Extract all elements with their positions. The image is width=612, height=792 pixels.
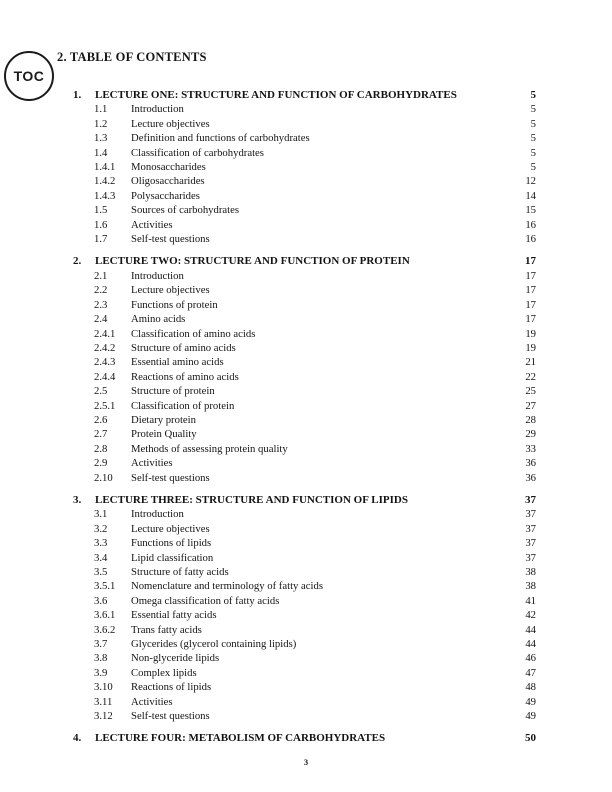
section-number: 2. bbox=[73, 255, 82, 268]
entry-page: 5 bbox=[530, 146, 536, 159]
section-items bbox=[73, 507, 536, 723]
entry-page: 41 bbox=[525, 594, 536, 607]
entry-number: 2.9 bbox=[94, 457, 108, 470]
entry-title: Definition and functions of carbohydrates bbox=[131, 132, 310, 145]
entry-number: 2.10 bbox=[94, 471, 113, 484]
entry-number: 1.4 bbox=[94, 146, 108, 159]
entry-title: Classification of protein bbox=[131, 399, 235, 412]
toc-entry bbox=[73, 651, 536, 665]
entry-title: Trans fatty acids bbox=[131, 623, 202, 636]
entry-title: Activities bbox=[131, 695, 173, 708]
toc-entry bbox=[73, 579, 536, 593]
entry-title: Lecture objectives bbox=[131, 117, 210, 130]
toc-stamp bbox=[4, 51, 54, 101]
toc-entry bbox=[73, 536, 536, 550]
section-title: LECTURE THREE: STRUCTURE AND FUNCTION OF LIPIDS bbox=[95, 493, 408, 506]
entry-page: 16 bbox=[525, 233, 536, 246]
entry-page: 17 bbox=[525, 298, 536, 311]
toc-section bbox=[73, 493, 536, 724]
entry-number: 1.4.3 bbox=[94, 189, 116, 202]
entry-title: Lecture objectives bbox=[131, 284, 210, 297]
section-page: 17 bbox=[525, 255, 536, 268]
toc-entry bbox=[73, 203, 536, 217]
entry-number: 3.1 bbox=[94, 508, 108, 521]
section-page: 37 bbox=[525, 493, 536, 506]
entry-title: Functions of lipids bbox=[131, 537, 212, 550]
toc-section bbox=[73, 254, 536, 485]
entry-title: Essential fatty acids bbox=[131, 609, 217, 622]
toc-entry bbox=[73, 551, 536, 565]
entry-page: 37 bbox=[525, 551, 536, 564]
entry-title: Dietary protein bbox=[131, 413, 196, 426]
section-items bbox=[73, 102, 536, 246]
entry-title: Classification of amino acids bbox=[131, 327, 256, 340]
toc-entry bbox=[73, 341, 536, 355]
entry-title: Protein Quality bbox=[131, 428, 197, 441]
section-number: 3. bbox=[73, 493, 82, 506]
entry-number: 3.4 bbox=[94, 551, 108, 564]
entry-title: Sources of carbohydrates bbox=[131, 204, 240, 217]
entry-title: Polysaccharides bbox=[131, 189, 200, 202]
entry-number: 2.8 bbox=[94, 442, 108, 455]
toc-entry bbox=[73, 298, 536, 312]
entry-title: Self-test questions bbox=[131, 471, 210, 484]
entry-page: 19 bbox=[525, 327, 536, 340]
entry-page: 15 bbox=[525, 204, 536, 217]
toc-stamp-label: TOC bbox=[13, 68, 45, 84]
entry-page: 19 bbox=[525, 341, 536, 354]
section-title: LECTURE ONE: STRUCTURE AND FUNCTION OF CARBOHYDRATES bbox=[95, 89, 457, 101]
entry-page: 49 bbox=[525, 710, 536, 723]
entry-title: Classification of carbohydrates bbox=[131, 146, 264, 159]
folio-page-number: 3 bbox=[303, 757, 309, 767]
toc-entry bbox=[73, 146, 536, 160]
entry-title: Glycerides (glycerol containing lipids) bbox=[131, 638, 297, 651]
entry-page: 28 bbox=[525, 413, 536, 426]
toc-entry bbox=[73, 384, 536, 398]
toc-section-heading bbox=[73, 254, 536, 268]
toc-entry bbox=[73, 327, 536, 341]
entry-number: 3.5.1 bbox=[94, 580, 116, 593]
entry-title: Nomenclature and terminology of fatty acids bbox=[131, 580, 324, 593]
entry-number: 1.2 bbox=[94, 117, 108, 130]
entry-number: 2.4.4 bbox=[94, 370, 116, 383]
toc-section-heading bbox=[73, 493, 536, 507]
entry-title: Self-test questions bbox=[131, 233, 210, 246]
toc-entry bbox=[73, 189, 536, 203]
entry-title: Essential amino acids bbox=[131, 356, 224, 369]
section-number: 4. bbox=[73, 732, 82, 745]
toc-entry bbox=[73, 522, 536, 536]
entry-number: 2.1 bbox=[94, 269, 108, 282]
entry-page: 29 bbox=[525, 428, 536, 441]
entry-page: 25 bbox=[525, 385, 536, 398]
entry-number: 2.4.1 bbox=[94, 327, 116, 340]
entry-number: 1.6 bbox=[94, 218, 108, 231]
page-title: 2. TABLE OF CONTENTS bbox=[57, 50, 207, 64]
toc-section bbox=[73, 88, 536, 246]
entry-page: 21 bbox=[525, 356, 536, 369]
entry-number: 1.3 bbox=[94, 132, 108, 145]
entry-title: Activities bbox=[131, 457, 173, 470]
entry-number: 3.6 bbox=[94, 594, 108, 607]
entry-number: 2.2 bbox=[94, 284, 108, 297]
entry-title: Lecture objectives bbox=[131, 522, 210, 535]
entry-page: 46 bbox=[525, 652, 536, 665]
entry-page: 5 bbox=[530, 103, 536, 116]
entry-number: 3.12 bbox=[94, 710, 113, 723]
entry-page: 17 bbox=[525, 269, 536, 282]
entry-number: 2.7 bbox=[94, 428, 108, 441]
entry-page: 17 bbox=[525, 313, 536, 326]
entry-number: 3.10 bbox=[94, 681, 113, 694]
entry-page: 22 bbox=[525, 370, 536, 383]
entry-page: 27 bbox=[525, 399, 536, 412]
entry-title: Introduction bbox=[131, 103, 184, 116]
toc-entry bbox=[73, 117, 536, 131]
toc-entry bbox=[73, 427, 536, 441]
entry-title: Monosaccharides bbox=[131, 161, 206, 174]
entry-page: 47 bbox=[525, 666, 536, 679]
entry-page: 49 bbox=[525, 695, 536, 708]
toc-entry bbox=[73, 623, 536, 637]
entry-page: 16 bbox=[525, 218, 536, 231]
toc-entry bbox=[73, 160, 536, 174]
entry-title: Activities bbox=[131, 218, 173, 231]
entry-number: 2.4.3 bbox=[94, 356, 116, 369]
entry-page: 37 bbox=[525, 537, 536, 550]
entry-page: 12 bbox=[525, 175, 536, 188]
toc-entry bbox=[73, 269, 536, 283]
toc-entry bbox=[73, 565, 536, 579]
toc-entry bbox=[73, 355, 536, 369]
toc-entry bbox=[73, 608, 536, 622]
entry-number: 2.5 bbox=[94, 385, 108, 398]
entry-number: 2.3 bbox=[94, 298, 108, 311]
entry-number: 1.4.2 bbox=[94, 175, 116, 188]
entry-title: Amino acids bbox=[131, 313, 186, 326]
toc-list bbox=[73, 88, 536, 746]
section-items bbox=[73, 269, 536, 485]
entry-title: Methods of assessing protein quality bbox=[131, 442, 288, 455]
entry-page: 44 bbox=[525, 638, 536, 651]
entry-page: 37 bbox=[525, 522, 536, 535]
section-number: 1. bbox=[73, 89, 82, 101]
entry-title: Self-test questions bbox=[131, 710, 210, 723]
entry-title: Oligosaccharides bbox=[131, 175, 205, 188]
entry-page: 38 bbox=[525, 566, 536, 578]
entry-number: 3.2 bbox=[94, 522, 108, 535]
toc-entry bbox=[73, 456, 536, 470]
entry-number: 3.5 bbox=[94, 566, 108, 578]
entry-number: 1.5 bbox=[94, 204, 108, 217]
entry-title: Omega classification of fatty acids bbox=[131, 594, 280, 607]
entry-number: 3.6.1 bbox=[94, 609, 116, 622]
toc-section bbox=[73, 731, 536, 745]
entry-number: 2.5.1 bbox=[94, 399, 116, 412]
entry-number: 1.7 bbox=[94, 233, 108, 246]
entry-page: 38 bbox=[525, 580, 536, 593]
entry-title: Reactions of lipids bbox=[131, 681, 212, 694]
entry-page: 17 bbox=[525, 284, 536, 297]
toc-entry bbox=[73, 370, 536, 384]
toc-entry bbox=[73, 637, 536, 651]
toc-entry bbox=[73, 413, 536, 427]
entry-number: 3.8 bbox=[94, 652, 108, 665]
section-title: LECTURE TWO: STRUCTURE AND FUNCTION OF PROTEIN bbox=[95, 255, 410, 268]
entry-page: 42 bbox=[525, 609, 536, 622]
entry-number: 3.11 bbox=[94, 695, 113, 708]
entry-number: 3.3 bbox=[94, 537, 108, 550]
toc-entry bbox=[73, 312, 536, 326]
toc-entry bbox=[73, 283, 536, 297]
toc-entry bbox=[73, 442, 536, 456]
entry-number: 1.4.1 bbox=[94, 161, 116, 174]
entry-title: Lipid classification bbox=[131, 551, 214, 564]
toc-entry bbox=[73, 232, 536, 246]
entry-number: 3.7 bbox=[94, 638, 108, 651]
section-page: 5 bbox=[530, 89, 536, 101]
entry-page: 14 bbox=[525, 189, 536, 202]
entry-number: 1.1 bbox=[94, 103, 108, 116]
entry-page: 5 bbox=[530, 132, 536, 145]
entry-page: 36 bbox=[525, 471, 536, 484]
toc-entry bbox=[73, 102, 536, 116]
toc-entry bbox=[73, 399, 536, 413]
toc-section-heading bbox=[73, 731, 536, 745]
entry-title: Structure of fatty acids bbox=[131, 566, 229, 578]
toc-entry bbox=[73, 666, 536, 680]
entry-title: Introduction bbox=[131, 269, 184, 282]
section-title: LECTURE FOUR: METABOLISM OF CARBOHYDRATES bbox=[95, 732, 386, 745]
entry-title: Reactions of amino acids bbox=[131, 370, 239, 383]
toc-entry bbox=[73, 709, 536, 723]
toc-entry bbox=[73, 680, 536, 694]
entry-title: Structure of amino acids bbox=[131, 341, 236, 354]
entry-page: 37 bbox=[525, 508, 536, 521]
entry-number: 2.4 bbox=[94, 313, 108, 326]
toc-entry bbox=[73, 218, 536, 232]
entry-title: Introduction bbox=[131, 508, 184, 521]
toc-entry bbox=[73, 594, 536, 608]
toc-section-heading bbox=[73, 88, 536, 102]
toc-entry bbox=[73, 695, 536, 709]
entry-page: 36 bbox=[525, 457, 536, 470]
entry-number: 2.6 bbox=[94, 413, 108, 426]
entry-number: 2.4.2 bbox=[94, 341, 116, 354]
toc-entry bbox=[73, 131, 536, 145]
entry-title: Complex lipids bbox=[131, 666, 197, 679]
entry-page: 44 bbox=[525, 623, 536, 636]
entry-page: 5 bbox=[530, 117, 536, 130]
toc-entry bbox=[73, 507, 536, 521]
toc-entry bbox=[73, 174, 536, 188]
entry-number: 3.6.2 bbox=[94, 623, 116, 636]
section-page: 50 bbox=[525, 732, 536, 745]
entry-page: 48 bbox=[525, 681, 536, 694]
entry-page: 5 bbox=[530, 161, 536, 174]
entry-page: 33 bbox=[525, 442, 536, 455]
entry-number: 3.9 bbox=[94, 666, 108, 679]
entry-title: Functions of protein bbox=[131, 298, 218, 311]
entry-title: Non-glyceride lipids bbox=[131, 652, 220, 665]
entry-title: Structure of protein bbox=[131, 385, 215, 398]
toc-entry bbox=[73, 471, 536, 485]
